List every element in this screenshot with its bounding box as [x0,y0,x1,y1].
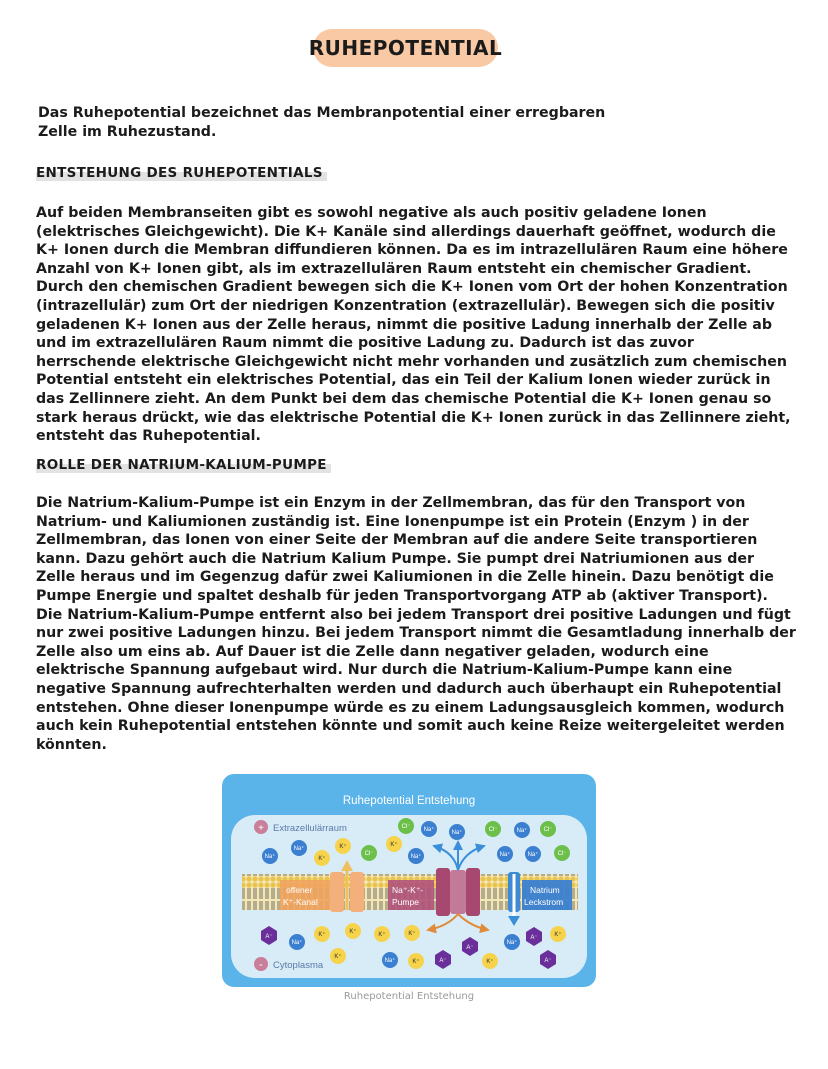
section-heading-entstehung: ENTSTEHUNG DES RUHEPOTENTIALS [36,164,327,182]
section-heading-pumpe: ROLLE DER NATRIUM-KALIUM-PUMPE [36,456,331,474]
na-ion-label: Na⁺ [506,940,518,946]
na-ion-label: Na⁺ [516,828,528,834]
leak-label-line1: Natrium [530,885,560,895]
a-ion-label: A⁻ [439,958,447,964]
cl-ion-label: Cl⁻ [364,851,374,857]
na-ion-label: Na⁺ [527,852,539,858]
channel-label-line2: K⁺-Kanal [283,897,318,907]
potassium-channel [330,872,344,912]
plus-sign: + [258,823,264,834]
k-ion-label: K⁺ [349,929,357,935]
k-ion-label: K⁺ [554,932,562,938]
potassium-channel-right [350,872,364,912]
k-ion-label: K⁺ [339,844,347,850]
na-ion-label: Na⁺ [293,846,305,852]
k-ion-label: K⁺ [334,954,342,960]
page-title: RUHEPOTENTIAL [313,29,498,67]
figure-caption: Ruhepotential Entstehung [343,991,475,1002]
na-ion-label: Na⁺ [499,852,511,858]
a-ion-label: A⁻ [530,935,538,941]
k-ion-label: K⁺ [390,842,398,848]
na-ion-label: Na⁺ [264,854,276,860]
pump-body-right [466,868,480,916]
na-ion-label: Na⁺ [423,827,435,833]
section-text-pumpe: Die Natrium-Kalium-Pumpe ist ein Enzym in der Zellmembran, das für den Transport von Natrium- und Kaliumionen zuständig ist. Eine Ionenpumpe ist ein Protein (Enzym ) in der Zellmembran, das Ionen von einer Seite der Membran auf die andere Seite transportieren kann. Dazu gehört auch die Natrium Kalium Pumpe. Sie pumpt drei Natriumionen aus der Zelle heraus und im Gegenzug dafür zwei Kaliumionen in die Zelle hinein. Dazu benötigt die Pumpe Energie und spaltet deshalb für jeden Transportvorgang ATP ab (aktiver Transport). Die Natrium-Kalium-Pumpe entfernt also bei jedem Transport drei positive Ladungen und fügt nur zwei positive Ladungen hinzu. Bei jedem Transport nimmt die Gesamtladung innerhalb der Zelle also um eins ab. Auf Dauer ist die Zelle dann negativer geladen, wodurch eine elektrische Spannung aufgebaut wird. Nur durch die Natrium-Kalium-Pumpe kann eine negative Spannung aufrechterhalten werden und dadurch auch überhaupt ein Ruhepotential entstehen. Ohne dieser Ionenpumpe würde es zu einem Ladungsausgleich kommen, wodurch auch kein Ruhepotential entstehen könnte und somit auch keine Reize weitergeleitet werden könnten. [36,495,796,753]
leak-label-line2: Leckstrom [524,897,564,907]
na-ion-label: Na⁺ [410,854,422,860]
extracellular-label: Extrazellulärraum [273,823,347,834]
k-ion-label: K⁺ [318,856,326,862]
a-ion-label: A⁻ [544,958,552,964]
k-ion-label: K⁺ [486,959,494,965]
na-ion-label: Na⁺ [291,940,303,946]
pump-body-left [436,868,450,916]
cl-ion-label: Cl⁻ [557,851,567,857]
pump-body-mid [450,870,466,914]
cl-ion-label: Cl⁻ [401,824,411,830]
intro-paragraph: Das Ruhepotential bezeichnet das Membranpotential einer erregbaren Zelle im Ruhezustand. [38,105,606,140]
resting-potential-figure [222,774,596,987]
k-ion-label: K⁺ [318,932,326,938]
pump-label-line2: Pumpe [392,897,419,907]
minus-sign: - [259,959,263,971]
cl-ion-label: Cl⁻ [488,827,498,833]
na-ion-label: Na⁺ [451,830,463,836]
k-ion-label: K⁺ [378,932,386,938]
a-ion-label: A⁻ [466,945,474,951]
figure-title: Ruhepotential Entstehung [342,795,476,807]
section-text-entstehung: Auf beiden Membranseiten gibt es sowohl negative als auch positiv geladene Ionen (elektrisches Gleichgewicht). Die K+ Kanäle sind allerdings dauerhaft geöffnet, wodurch die K+ Ionen durch die Membran diffundieren können. Da es im intrazellulären Raum eine höhere Anzahl von K+ Ionen gibt, als im extrazellulären Raum entsteht ein chemischer Gradient. Durch den chemischen Gradient bewegen sich die K+ Ionen vom Ort der hohen Konzentration (intrazellulär) zum Ort der niedrigen Konzentration (extrazellulär). Bewegen sich die positiv geladenen K+ Ionen aus der Zelle heraus, nimmt die positive Ladung innerhalb der Zelle ab und im extrazellulären Raum nimmt die positive Ladung zu. Dadurch ist das zuvor herrschende elektrische Gleichgewicht nicht mehr vorhanden und zusätzlich zum chemischen Potential entsteht ein elektrisches Potential, das ein Teil der Kalium Ionen wieder zurück in das Zellinnere zieht. An dem Punkt bei dem das chemische Potential die K+ Ionen genau so stark heraus drückt, wie das elektrische Potential die K+ Ionen zurück in das Zellinnere zieht, entsteht das Ruhepotential. [36,205,791,445]
na-ion-label: Na⁺ [384,958,396,964]
k-ion-label: K⁺ [412,959,420,965]
pump-label-line1: Na⁺-K⁺- [392,885,424,895]
cytoplasm-label: Cytoplasma [273,960,324,971]
k-ion-label: K⁺ [408,931,416,937]
a-ion-label: A⁻ [265,934,273,940]
channel-label-line1: offener [286,885,313,895]
cl-ion-label: Cl⁻ [543,827,553,833]
